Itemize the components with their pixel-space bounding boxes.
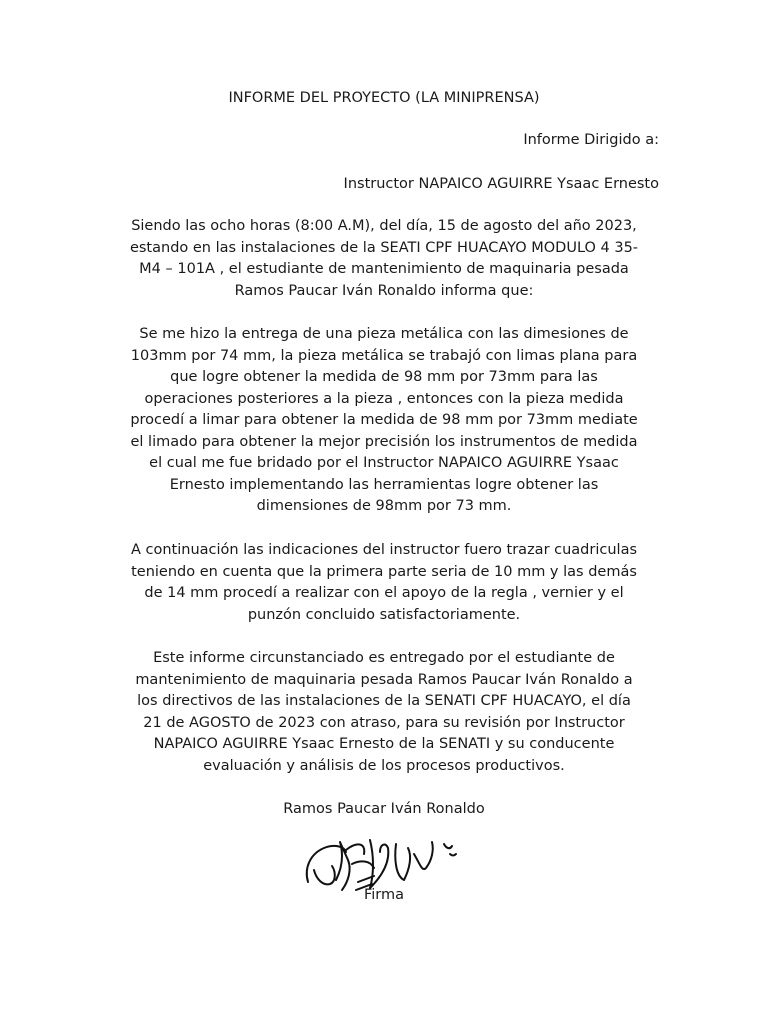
paragraph-line: el cual me fue bridado por el Instructor NAPAICO AGUIRRE Ysaac (149, 455, 619, 471)
paragraph-line: que logre obtener la medida de 98 mm por 73mm para las (170, 369, 598, 385)
paragraph-line: procedí a limar para obtener la medida de 98 mm por 73mm mediate (130, 412, 638, 428)
paragraph-line: de 14 mm procedí a realizar con el apoyo de la regla , vernier y el (144, 585, 624, 601)
paragraph-line: mantenimiento de maquinaria pesada Ramos Paucar Iván Ronaldo a (135, 671, 633, 688)
paragraph-line: A continuación las indicaciones del instructor fuero trazar cuadriculas (130, 542, 638, 558)
document-title: INFORME DEL PROYECTO (LA MINIPRENSA) (228, 90, 540, 106)
paragraph-line: 21 de AGOSTO de 2023 con atraso, para su revisión por Instructor (143, 714, 625, 731)
paragraph-instructions (84, 540, 684, 626)
paragraph-line: 103mm por 74 mm, la pieza metálica se trabajó con limas plana para (130, 347, 638, 364)
paragraph-line: estando en las instalaciones de la SEATI CPF HUACAYO MODULO 4 35- (129, 239, 639, 256)
paragraph-line: operaciones posteriores a la pieza , entonces con la pieza medida (144, 390, 624, 407)
paragraph-line: Se me hizo la entrega de una pieza metálica con las dimesiones de (139, 326, 629, 342)
paragraph-line: evaluación y análisis de los procesos productivos. (203, 757, 565, 774)
paragraph-line: Ernesto implementando las herramientas logre obtener las (169, 476, 599, 493)
signature-label: Firma (363, 887, 405, 903)
recipient-name: Instructor NAPAICO AGUIRRE Ysaac Ernesto (343, 176, 659, 192)
addressed-to-label: Informe Dirigido a: (523, 132, 659, 148)
paragraph-intro (84, 216, 684, 302)
paragraph-line: NAPAICO AGUIRRE Ysaac Ernesto de la SENATI y su conducente (153, 736, 615, 752)
paragraph-line: el limado para obtener la mejor precisión los instrumentos de medida (130, 433, 638, 450)
paragraph-line: teniendo en cuenta que la primera parte seria de 10 mm y las demás (131, 563, 637, 580)
paragraph-line: Este informe circunstanciado es entregado por el estudiante de (153, 650, 615, 666)
paragraph-line: los directivos de las instalaciones de la SENATI CPF HUACAYO, el día (137, 693, 631, 709)
signer-name: Ramos Paucar Iván Ronaldo (283, 801, 485, 817)
paragraph-line: Ramos Paucar Iván Ronaldo informa que: (234, 282, 534, 299)
paragraph-line: Siendo las ocho horas (8:00 A.M), del día, 15 de agosto del año 2023, (131, 218, 637, 234)
paragraph-line: dimensiones de 98mm por 73 mm. (256, 498, 512, 514)
paragraph-delivery (84, 648, 684, 777)
paragraph-work (84, 324, 684, 518)
paragraph-line: M4 – 101A , el estudiante de mantenimiento de maquinaria pesada (139, 261, 629, 277)
paragraph-line: punzón concluido satisfactoriamente. (247, 606, 521, 623)
